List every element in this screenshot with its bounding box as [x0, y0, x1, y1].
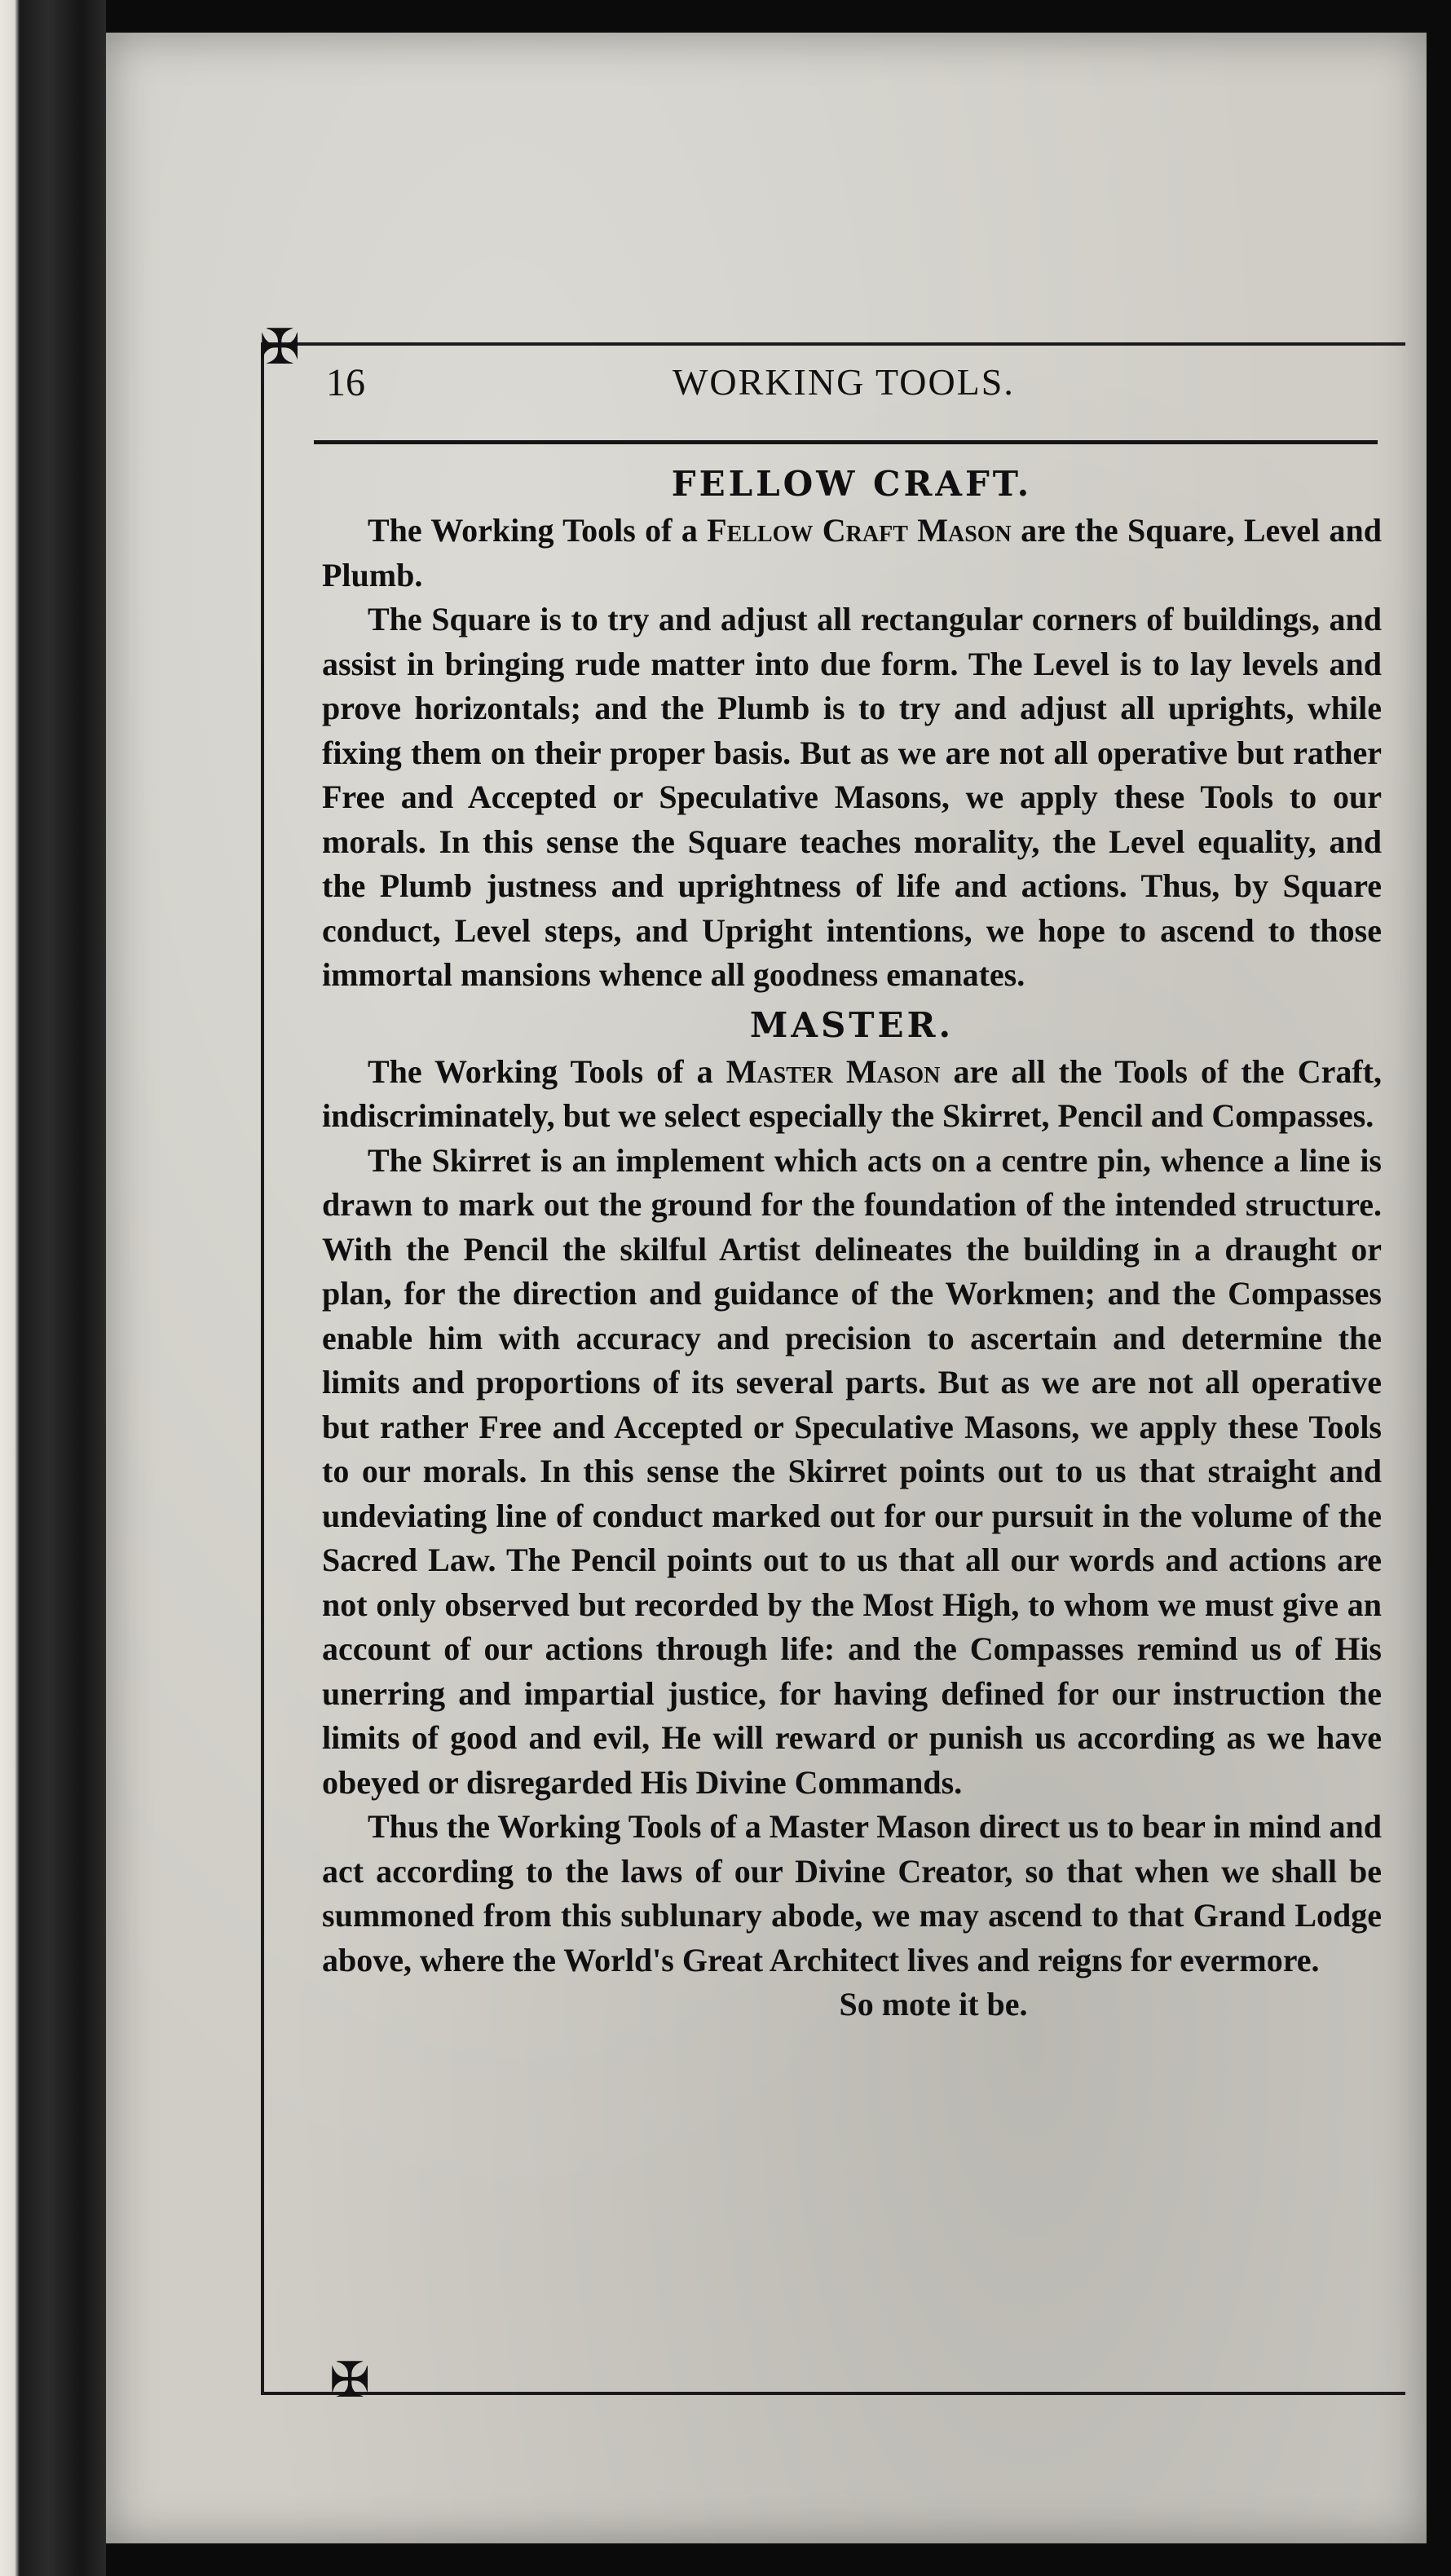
page-number: 16: [326, 361, 365, 404]
cross-ornament-icon: ✠: [259, 320, 301, 374]
paragraph: [322, 509, 1382, 598]
paragraph: [322, 1050, 1382, 1139]
section-heading-master: MASTER.: [749, 1004, 955, 1045]
running-title: WORKING TOOLS.: [673, 361, 1015, 403]
closing-line: So mote it be.: [839, 1986, 1028, 2022]
section-heading-fellow-craft: FELLOW CRAFT.: [671, 464, 1033, 504]
page-body: [322, 457, 1382, 2027]
paragraph: Thus the Working Tools of a Master Mason direct us to bear in mind and act according to the laws of our Divine Creator, so that when we shall be summoned from this sublunary abode, we may ascend to that Grand Lodge above, where the World's Great Architect lives and reigns for evermore.: [322, 1808, 1382, 1978]
paragraph: The Square is to try and adjust all rectangular corners of buildings, and assist in bringing rude matter into due form. The Level is to lay levels and prove horizontals; and the Plumb is to try and adjust all uprights, while fixing them on their proper basis. But as we are not all operative but rather Free and Accepted or Speculative Masons, we apply these Tools to our morals. In this sense the Square teaches morality, the Level equality, and the Plumb justness and uprightness of life and actions. Thus, by Square conduct, Level steps, and Upright intentions, we hope to ascend to those immortal mansions whence all goodness emanates.: [322, 601, 1382, 993]
cross-ornament-icon: ✠: [329, 2353, 371, 2407]
text-run: The Working Tools of a: [368, 1052, 726, 1090]
text-run: are all the Tools of the Craft, indiscriminately, but we select especially the Skirret, Pencil and Compasses.: [322, 1052, 1383, 1134]
small-caps-text: Master Mason: [726, 1052, 941, 1090]
paragraph: The Skirret is an implement which acts on a centre pin, whence a line is drawn to mark out the ground for the foundation of the intended structure. With the Pencil the skilful Artist delineates the building in a draught or plan, for the direction and guidance of the Workmen; and the Compasses enable him with accuracy and precision to ascertain and determine the limits and proportions of its several parts. But as we are not all operative but rather Free and Accepted or Speculative Masons, we apply these Tools to our morals. In this sense the Skirret points out to us that straight and undeviating line of conduct marked out for our pursuit in the volume of the Sacred Law. The Pencil points out to us that all our words and actions are not only observed but recorded by the Most High, to whom we must give an account of our actions through life: and the Compasses remind us of His unerring and impartial justice, for having defined for our instruction the limits of good and evil, He will reward or punish us according as we have obeyed or disregarded His Divine Commands.: [322, 1141, 1382, 1801]
header-rule: [314, 440, 1378, 444]
small-caps-text: Fellow Craft Mason: [707, 512, 1012, 549]
text-run: are the Square, Level and Plumb.: [322, 512, 1382, 593]
book-edge: [0, 0, 106, 2576]
text-run: The Working Tools of a: [368, 512, 708, 549]
page-header: [326, 351, 1386, 424]
